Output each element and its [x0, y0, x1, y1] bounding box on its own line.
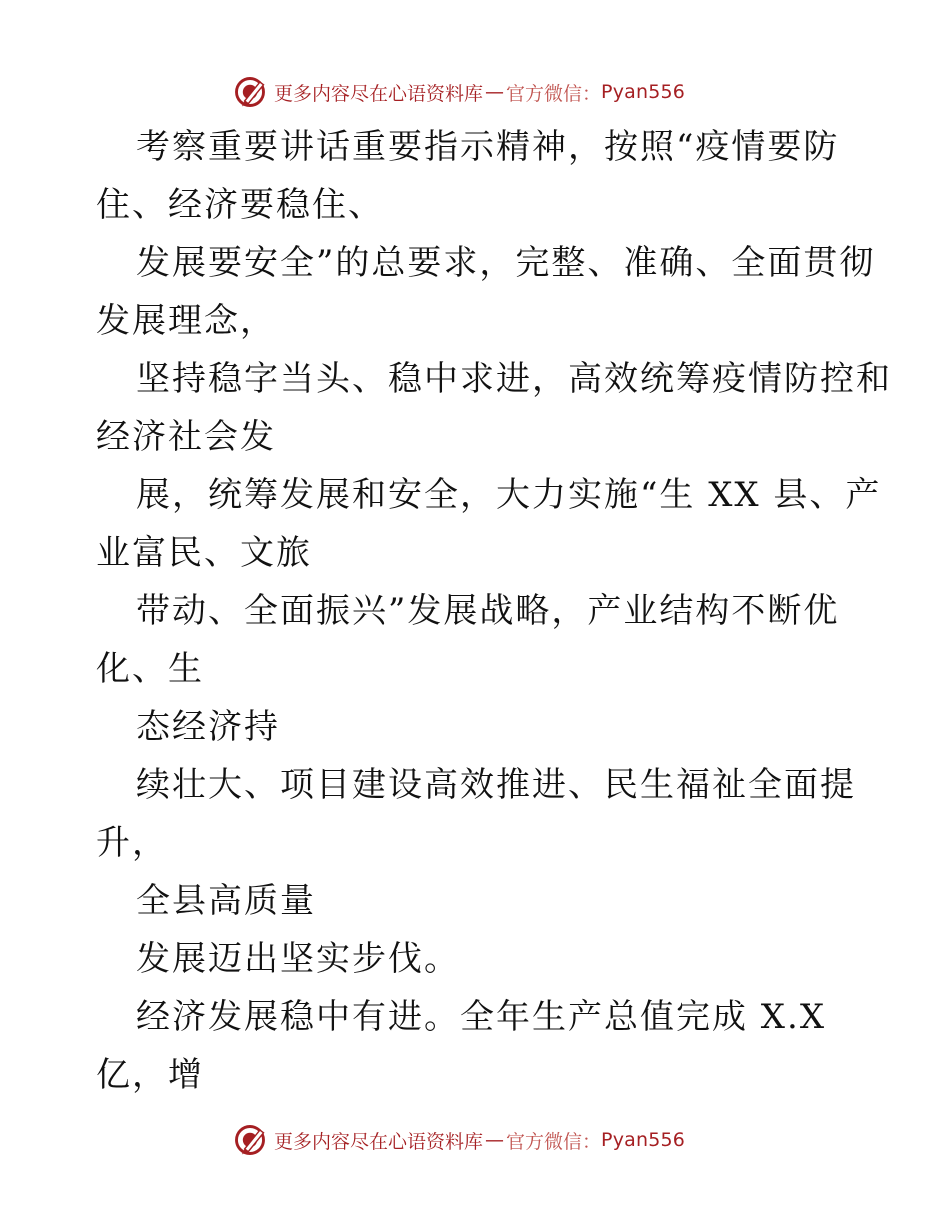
body-line-15: 发展迈出坚实步伐。 — [136, 939, 460, 979]
body-line-17: 亿，增 — [96, 1055, 204, 1095]
body-line-6: 经济社会发 — [96, 417, 276, 457]
body-line-12: 续壮大、项目建设高效推进、民生福祉全面提 — [136, 765, 856, 805]
body-line-8: 业富民、文旅 — [96, 533, 312, 573]
body-line-5: 坚持稳字当头、稳中求进，高效统筹疫情防控和 — [136, 359, 892, 399]
body-line-11: 态经济持 — [136, 707, 280, 747]
footer-wechat-id: Pyan556 — [601, 1129, 686, 1151]
pen-circle-logo-icon — [232, 74, 268, 110]
header-dash: — — [485, 81, 505, 103]
footer-dash: — — [485, 1129, 505, 1151]
footer-promo-text: 更多内容尽在心语资料库 — [274, 1130, 484, 1153]
body-line-13: 升， — [96, 823, 168, 863]
body-line-7: 展，统筹发展和安全，大力实施“生 XX 县、产 — [136, 475, 882, 515]
body-line-16: 经济发展稳中有进。全年生产总值完成 X.X — [136, 997, 827, 1037]
header-wechat-id: Pyan556 — [601, 81, 686, 103]
header-wechat-label: 官方微信： — [506, 82, 602, 105]
footer-wechat-label: 官方微信： — [506, 1130, 602, 1153]
body-line-4: 发展理念， — [96, 301, 276, 341]
header-banner — [232, 72, 685, 112]
body-line-10: 化、生 — [96, 649, 204, 689]
document-body — [96, 118, 892, 1104]
body-line-1: 考察重要讲话重要指示精神，按照“疫情要防 — [136, 127, 840, 167]
header-promo-text: 更多内容尽在心语资料库 — [274, 82, 484, 105]
pen-circle-logo-icon — [232, 1122, 268, 1158]
body-line-14: 全县高质量 — [136, 881, 316, 921]
body-line-2: 住、经济要稳住、 — [96, 185, 384, 225]
body-line-3: 发展要安全”的总要求，完整、准确、全面贯彻 — [136, 243, 876, 283]
footer-banner — [232, 1120, 685, 1160]
body-line-9: 带动、全面振兴”发展战略，产业结构不断优 — [136, 591, 840, 631]
